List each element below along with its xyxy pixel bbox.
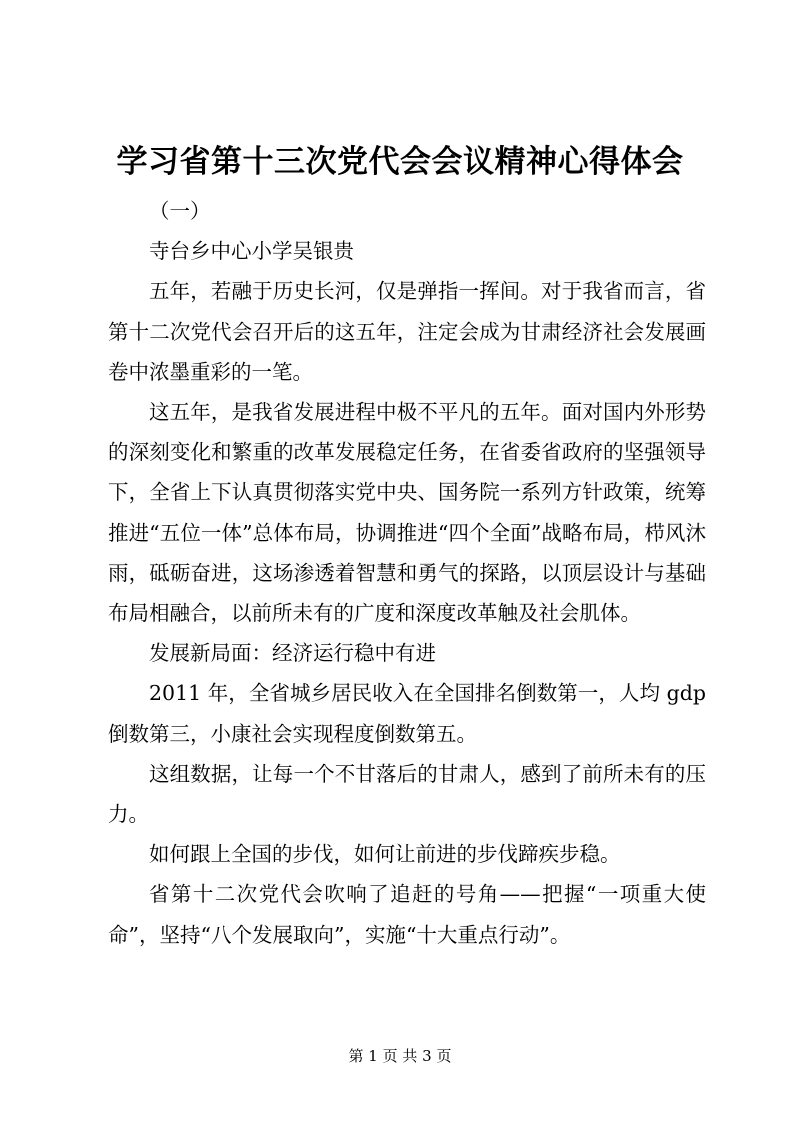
paragraph: 如何跟上全国的步伐，如何让前进的步伐蹄疾步稳。 — [149, 842, 621, 867]
paragraph: 2011 年，全省城乡居民收入在全国排名倒数第一，人均 gdp 倒数第三，小康社会实现程度倒数第五。 — [108, 681, 706, 746]
document-body — [108, 191, 706, 955]
section-number: （一） — [149, 199, 211, 223]
paragraph: 五年，若融于历史长河，仅是弹指一挥间。对于我省而言，省第十二次党代会召开后的这五年，注定会成为甘肃经济社会发展画卷中浓墨重彩的一笔。 — [108, 279, 706, 384]
author-line: 寺台乡中心小学吴银贵 — [149, 239, 354, 264]
paragraph: 省第十二次党代会吹响了追赶的号角——把握“一项重大使命”，坚持“八个发展取向”，实施“十大重点行动”。 — [108, 882, 706, 947]
page-footer: 第 1 页 共 3 页 — [348, 1047, 452, 1065]
section-heading: 发展新局面：经济运行稳中有进 — [149, 641, 436, 666]
paragraph: 这五年，是我省发展进程中极不平凡的五年。面对国内外形势的深刻变化和繁重的改革发展稳定任务，在省委省政府的坚强领导下，全省上下认真贯彻落实党中央、国务院一系列方针政策，统筹推进“五位一体”总体布局，协调推进“四个全面”战略布局，栉风沐雨，砥砺奋进，这场渗透着智慧和勇气的探路，以顶层设计与基础布局相融合，以前所未有的广度和深度改革触及社会肌体。 — [108, 400, 706, 626]
document-title: 学习省第十三次党代会会议精神心得体会 — [116, 144, 684, 180]
paragraph: 这组数据，让每一个不甘落后的甘肃人，感到了前所未有的压力。 — [108, 761, 706, 827]
